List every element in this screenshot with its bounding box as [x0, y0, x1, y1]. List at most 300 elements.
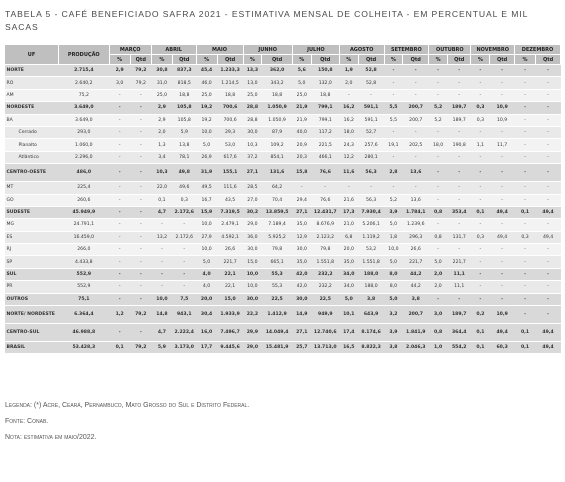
table-cell: 22,0 — [151, 182, 172, 194]
table-cell: 10,0 — [196, 219, 217, 231]
row-uf: NORTE/ NORDESTE — [5, 306, 59, 324]
table-cell: - — [384, 89, 403, 101]
table-cell: 5,5 — [384, 114, 403, 126]
table-cell: - — [514, 219, 535, 231]
table-cell: - — [130, 89, 151, 101]
table-cell: 0,3 — [173, 194, 197, 206]
table-cell: 20,0 — [339, 244, 358, 256]
table-cell: 1.551,8 — [311, 256, 339, 268]
table-cell: 79,2 — [130, 342, 151, 354]
table-cell: - — [173, 281, 197, 293]
table-cell: 591,1 — [358, 114, 384, 126]
table-cell: 6,8 — [339, 231, 358, 243]
table-cell: 150,8 — [311, 65, 339, 77]
table-cell: 21,6 — [339, 194, 358, 206]
table-cell: 2.715,4 — [59, 65, 110, 77]
table-cell: 3.649,0 — [59, 114, 110, 126]
table-cell: 554,2 — [447, 342, 471, 354]
table-cell: - — [429, 244, 448, 256]
table-cell: - — [130, 139, 151, 151]
table-cell: 15,0 — [217, 293, 243, 305]
table-cell: - — [471, 65, 490, 77]
header-month: MAIO — [196, 45, 243, 55]
table-cell: - — [536, 256, 561, 268]
table-cell: 16,5 — [339, 342, 358, 354]
table-cell: 25,0 — [151, 89, 172, 101]
table-cell: - — [384, 151, 403, 163]
header-sub-pct: % — [429, 55, 448, 65]
table-cell: 1.214,5 — [217, 77, 243, 89]
table-cell: 0,1 — [109, 342, 130, 354]
table-cell: 10,1 — [339, 306, 358, 324]
table-cell: 79,2 — [130, 77, 151, 89]
table-cell: 27,0 — [243, 194, 262, 206]
table-cell: - — [447, 182, 471, 194]
table-cell: - — [514, 65, 535, 77]
table-cell: - — [109, 268, 130, 280]
table-cell: 18,8 — [262, 89, 293, 101]
table-cell: - — [536, 114, 561, 126]
table-cell: 16,0 — [196, 324, 217, 342]
table-cell: 29,9 — [243, 324, 262, 342]
table-cell: 4.592,1 — [217, 231, 243, 243]
table-cell: - — [471, 126, 490, 138]
table-cell: - — [429, 126, 448, 138]
table-cell: 30,0 — [243, 244, 262, 256]
table-cell: - — [514, 194, 535, 206]
table-cell: 131,6 — [262, 164, 293, 182]
row-uf: OUTROS — [5, 293, 59, 305]
table-cell: 29,3 — [217, 126, 243, 138]
table-cell: - — [536, 139, 561, 151]
table-cell: - — [536, 194, 561, 206]
table-cell: 131,7 — [447, 231, 471, 243]
table-cell: 3,8 — [358, 293, 384, 305]
table-cell: 2.123,2 — [311, 231, 339, 243]
table-row — [5, 126, 561, 138]
table-cell: 353,4 — [447, 206, 471, 218]
table-cell: 12,2 — [339, 151, 358, 163]
table-cell: - — [429, 89, 448, 101]
table-cell: - — [447, 89, 471, 101]
table-cell: 5,2 — [429, 102, 448, 114]
table-body — [5, 65, 561, 354]
table-cell: 3,9 — [384, 206, 403, 218]
table-row — [5, 65, 561, 77]
table-cell: - — [403, 65, 429, 77]
row-uf: PR — [5, 281, 59, 293]
table-cell: 799,1 — [311, 102, 339, 114]
header-sub-pct: % — [109, 55, 130, 65]
table-cell: 75,2 — [59, 89, 110, 101]
table-cell: - — [447, 244, 471, 256]
table-cell: - — [109, 194, 130, 206]
table-cell: - — [536, 268, 561, 280]
table-cell: 8.676,9 — [311, 219, 339, 231]
table-cell: - — [471, 151, 490, 163]
table-cell: 7.496,7 — [217, 324, 243, 342]
table-cell: - — [429, 164, 448, 182]
table-cell: 0,1 — [514, 342, 535, 354]
table-cell: 2,0 — [151, 126, 172, 138]
table-cell: 5,0 — [384, 256, 403, 268]
table-cell: 45,4 — [196, 65, 217, 77]
header-sub-pct: % — [339, 55, 358, 65]
table-cell: 1.060,0 — [59, 139, 110, 151]
table-cell: 18,0 — [339, 126, 358, 138]
table-cell: - — [109, 139, 130, 151]
table-cell: 21,9 — [292, 114, 311, 126]
table-cell: 26,6 — [403, 244, 429, 256]
table-cell: 11,6 — [339, 164, 358, 182]
table-cell: - — [514, 139, 535, 151]
table-cell: 0,3 — [471, 102, 490, 114]
table-cell: - — [490, 244, 515, 256]
table-cell: 36,0 — [243, 231, 262, 243]
table-cell: 5,9 — [151, 342, 172, 354]
header-sub-pct: % — [292, 55, 311, 65]
table-cell: 22,1 — [217, 268, 243, 280]
table-cell: 117,2 — [311, 126, 339, 138]
table-row — [5, 114, 561, 126]
table-cell: - — [151, 219, 172, 231]
table-cell: - — [447, 65, 471, 77]
table-cell: 87,9 — [262, 126, 293, 138]
table-cell: 0,1 — [471, 206, 490, 218]
table-cell: 18,8 — [173, 89, 197, 101]
table-cell: - — [536, 126, 561, 138]
table-cell: 42,0 — [292, 268, 311, 280]
table-cell: 296,3 — [403, 231, 429, 243]
table-cell: 26,6 — [217, 244, 243, 256]
table-cell: 2,9 — [109, 65, 130, 77]
table-cell: - — [339, 89, 358, 101]
table-cell: 1.233,3 — [217, 65, 243, 77]
table-cell: - — [490, 219, 515, 231]
table-cell: 29,4 — [292, 194, 311, 206]
table-cell: 0,2 — [471, 306, 490, 324]
table-cell: 11,1 — [447, 268, 471, 280]
table-cell: - — [292, 182, 311, 194]
table-cell: 79,2 — [130, 65, 151, 77]
table-cell: - — [514, 126, 535, 138]
table-cell: - — [109, 293, 130, 305]
table-cell: - — [447, 77, 471, 89]
row-uf: SUDESTE — [5, 206, 59, 218]
table-cell: 10,0 — [196, 126, 217, 138]
table-cell: - — [490, 65, 515, 77]
table-cell: - — [514, 182, 535, 194]
table-cell: 837,3 — [173, 65, 197, 77]
table-cell: 109,2 — [262, 139, 293, 151]
table-cell: 0,8 — [429, 324, 448, 342]
table-cell: 16,2 — [339, 102, 358, 114]
table-cell: - — [130, 244, 151, 256]
table-cell: 49,4 — [536, 342, 561, 354]
table-cell: 79,2 — [130, 306, 151, 324]
table-cell: 5,2 — [429, 114, 448, 126]
table-cell: - — [130, 206, 151, 218]
table-cell: 7.930,4 — [358, 206, 384, 218]
table-cell: - — [514, 151, 535, 163]
header-sub-qtd: Qtd — [490, 55, 515, 65]
table-cell: 14.049,4 — [262, 324, 293, 342]
table-cell: 19,2 — [196, 102, 217, 114]
table-cell: - — [514, 164, 535, 182]
table-cell: 5,0 — [196, 256, 217, 268]
table-cell: 49,4 — [536, 324, 561, 342]
table-cell: 10,0 — [151, 293, 172, 305]
table-cell: 4,7 — [151, 324, 172, 342]
table-row — [5, 342, 561, 354]
table-cell: - — [429, 194, 448, 206]
table-cell: 2,0 — [429, 281, 448, 293]
table-cell: - — [151, 256, 172, 268]
table-cell: 132,0 — [311, 77, 339, 89]
table-cell: 52,7 — [358, 126, 384, 138]
table-cell: 53,2 — [358, 244, 384, 256]
table-row — [5, 182, 561, 194]
table-cell: - — [536, 306, 561, 324]
table-row — [5, 89, 561, 101]
table-cell: 16.459,0 — [59, 231, 110, 243]
table-cell: - — [536, 77, 561, 89]
table-cell: 9.445,6 — [217, 342, 243, 354]
table-cell: 364,4 — [447, 324, 471, 342]
table-cell: - — [130, 151, 151, 163]
table-cell: - — [429, 65, 448, 77]
table-cell: 5.925,2 — [262, 231, 293, 243]
table-cell: 1.551,8 — [358, 256, 384, 268]
table-cell: 0,1 — [471, 324, 490, 342]
table-cell: 257,6 — [358, 139, 384, 151]
table-cell: 78,1 — [173, 151, 197, 163]
table-cell: 0,8 — [429, 231, 448, 243]
row-uf: ES — [5, 231, 59, 243]
table-cell: 25,0 — [292, 89, 311, 101]
table-cell: 3,9 — [384, 324, 403, 342]
table-cell: - — [536, 89, 561, 101]
table-cell: 29,0 — [243, 219, 262, 231]
table-cell: - — [471, 77, 490, 89]
table-cell: - — [109, 182, 130, 194]
table-cell: 56,3 — [358, 164, 384, 182]
table-cell: - — [490, 151, 515, 163]
table-cell: 5,0 — [384, 219, 403, 231]
table-cell: 552,9 — [59, 268, 110, 280]
table-cell: 46,0 — [196, 77, 217, 89]
table-cell: 13,8 — [173, 139, 197, 151]
table-cell: 49,4 — [490, 231, 515, 243]
table-cell: 552,9 — [59, 281, 110, 293]
table-cell: 8.174,6 — [358, 324, 384, 342]
table-cell: - — [429, 77, 448, 89]
table-cell: - — [151, 281, 172, 293]
table-row — [5, 244, 561, 256]
table-cell: 13,2 — [151, 231, 172, 243]
table-cell: - — [471, 244, 490, 256]
row-uf: RJ — [5, 244, 59, 256]
table-row — [5, 268, 561, 280]
table-cell: 10,0 — [243, 281, 262, 293]
table-cell: 27,1 — [243, 164, 262, 182]
header-sub-qtd: Qtd — [447, 55, 471, 65]
table-cell: 665,1 — [262, 256, 293, 268]
table-cell: - — [384, 65, 403, 77]
table-cell: 5,0 — [196, 139, 217, 151]
table-cell: 591,1 — [358, 102, 384, 114]
table-cell: 260,6 — [59, 194, 110, 206]
row-uf: RO — [5, 77, 59, 89]
table-cell: 11,7 — [490, 139, 515, 151]
header-sub-pct: % — [243, 55, 262, 65]
table-cell: 16,7 — [196, 194, 217, 206]
table-cell: - — [490, 194, 515, 206]
table-cell: 52,8 — [358, 65, 384, 77]
table-cell: 13,0 — [243, 77, 262, 89]
table-cell: 35,0 — [292, 256, 311, 268]
header-sub-qtd: Qtd — [403, 55, 429, 65]
table-cell: 2,0 — [339, 77, 358, 89]
table-cell: 5,5 — [384, 102, 403, 114]
table-cell: 4,7 — [151, 206, 172, 218]
table-cell: 49,4 — [490, 206, 515, 218]
table-cell: 14,8 — [151, 306, 172, 324]
table-cell: - — [514, 114, 535, 126]
header-sub-pct: % — [471, 55, 490, 65]
table-cell: - — [490, 281, 515, 293]
table-cell: 24.791,1 — [59, 219, 110, 231]
row-uf: GO — [5, 194, 59, 206]
table-cell: - — [490, 126, 515, 138]
table-header — [5, 45, 561, 65]
table-cell: - — [130, 324, 151, 342]
table-cell: 20,3 — [292, 151, 311, 163]
table-cell: - — [514, 306, 535, 324]
table-cell: 949,9 — [311, 306, 339, 324]
table-cell: - — [471, 281, 490, 293]
table-cell: 18,0 — [429, 139, 448, 151]
table-cell: 28,8 — [243, 102, 262, 114]
table-cell: 2.296,0 — [59, 151, 110, 163]
table-cell: 5,0 — [429, 256, 448, 268]
header-month: SETEMBRO — [384, 45, 429, 55]
table-cell: - — [109, 219, 130, 231]
table-cell: 13.713,0 — [311, 342, 339, 354]
table-cell: 22,5 — [262, 293, 293, 305]
harvest-table — [4, 44, 561, 354]
table-cell: - — [447, 164, 471, 182]
table-cell: 8,0 — [384, 268, 403, 280]
table-title: TABELA 5 - CAFÉ BENEFICIADO SAFRA 2021 - ESTIMATIVA MENSAL DE COLHEITA - EM PERCENTUAL E MIL SACAS — [5, 9, 528, 32]
table-cell: 700,6 — [217, 114, 243, 126]
table-cell: - — [384, 126, 403, 138]
table-cell: - — [536, 65, 561, 77]
table-cell: - — [490, 268, 515, 280]
table-cell: - — [429, 182, 448, 194]
table-cell: 22,1 — [217, 281, 243, 293]
table-row — [5, 256, 561, 268]
header-sub-qtd: Qtd — [358, 55, 384, 65]
table-cell: 5,0 — [339, 293, 358, 305]
table-cell: 3,0 — [109, 77, 130, 89]
table-cell: 31,0 — [151, 77, 172, 89]
table-cell: 19,1 — [384, 139, 403, 151]
table-cell: - — [109, 114, 130, 126]
row-uf: SP — [5, 256, 59, 268]
table-cell: 1,1 — [471, 139, 490, 151]
table-cell: 44,2 — [403, 281, 429, 293]
table-cell: 20,0 — [196, 293, 217, 305]
table-cell: - — [173, 244, 197, 256]
row-uf: Planalto — [5, 139, 59, 151]
table-cell: - — [173, 219, 197, 231]
table-cell: 221,7 — [403, 256, 429, 268]
table-cell: 2.172,6 — [173, 206, 197, 218]
table-cell: - — [384, 182, 403, 194]
table-cell: 30,0 — [292, 244, 311, 256]
row-uf: BRASIL — [5, 342, 59, 354]
table-row — [5, 194, 561, 206]
table-cell: 25,0 — [196, 89, 217, 101]
table-cell: 76,6 — [311, 194, 339, 206]
header-month: JULHO — [292, 45, 339, 55]
table-cell: 854,1 — [262, 151, 293, 163]
table-cell: 189,7 — [447, 102, 471, 114]
table-cell: - — [514, 77, 535, 89]
table-cell: - — [403, 77, 429, 89]
table-cell: 155,1 — [217, 164, 243, 182]
header-sub-qtd: Qtd — [536, 55, 561, 65]
table-cell: 10,0 — [196, 244, 217, 256]
table-row — [5, 306, 561, 324]
header-sub-pct: % — [196, 55, 217, 65]
table-cell: - — [536, 281, 561, 293]
table-cell: 30,2 — [243, 206, 262, 218]
table-cell: 25,7 — [292, 342, 311, 354]
header-sub-pct: % — [384, 55, 403, 65]
table-cell: 56,3 — [358, 194, 384, 206]
table-cell: 75,1 — [59, 293, 110, 305]
table-cell: - — [471, 293, 490, 305]
table-cell: - — [311, 182, 339, 194]
table-cell: 12.431,7 — [311, 206, 339, 218]
table-cell: - — [514, 256, 535, 268]
table-cell: 44,2 — [403, 268, 429, 280]
table-cell: 20,9 — [292, 139, 311, 151]
table-cell: 55,3 — [262, 268, 293, 280]
table-cell: - — [429, 151, 448, 163]
table-row — [5, 281, 561, 293]
table-cell: 55,3 — [262, 281, 293, 293]
legend-note: Legenda: (*) Acre, Ceará, Pernambuco, Mato Grosso do Sul e Distrito Federal. — [5, 402, 250, 409]
table-cell: 5,0 — [292, 77, 311, 89]
table-cell: 13,6 — [403, 194, 429, 206]
table-cell: 27,1 — [292, 206, 311, 218]
table-cell: 3,4 — [151, 151, 172, 163]
table-cell: 1,0 — [429, 342, 448, 354]
table-cell: 105,8 — [173, 114, 197, 126]
table-cell: 221,5 — [311, 139, 339, 151]
table-cell: 105,8 — [173, 102, 197, 114]
table-row — [5, 324, 561, 342]
table-cell: - — [173, 268, 197, 280]
row-uf: AM — [5, 89, 59, 101]
table-row — [5, 293, 561, 305]
table-cell: - — [339, 182, 358, 194]
table-cell: 21,9 — [292, 102, 311, 114]
row-uf: NORTE — [5, 65, 59, 77]
